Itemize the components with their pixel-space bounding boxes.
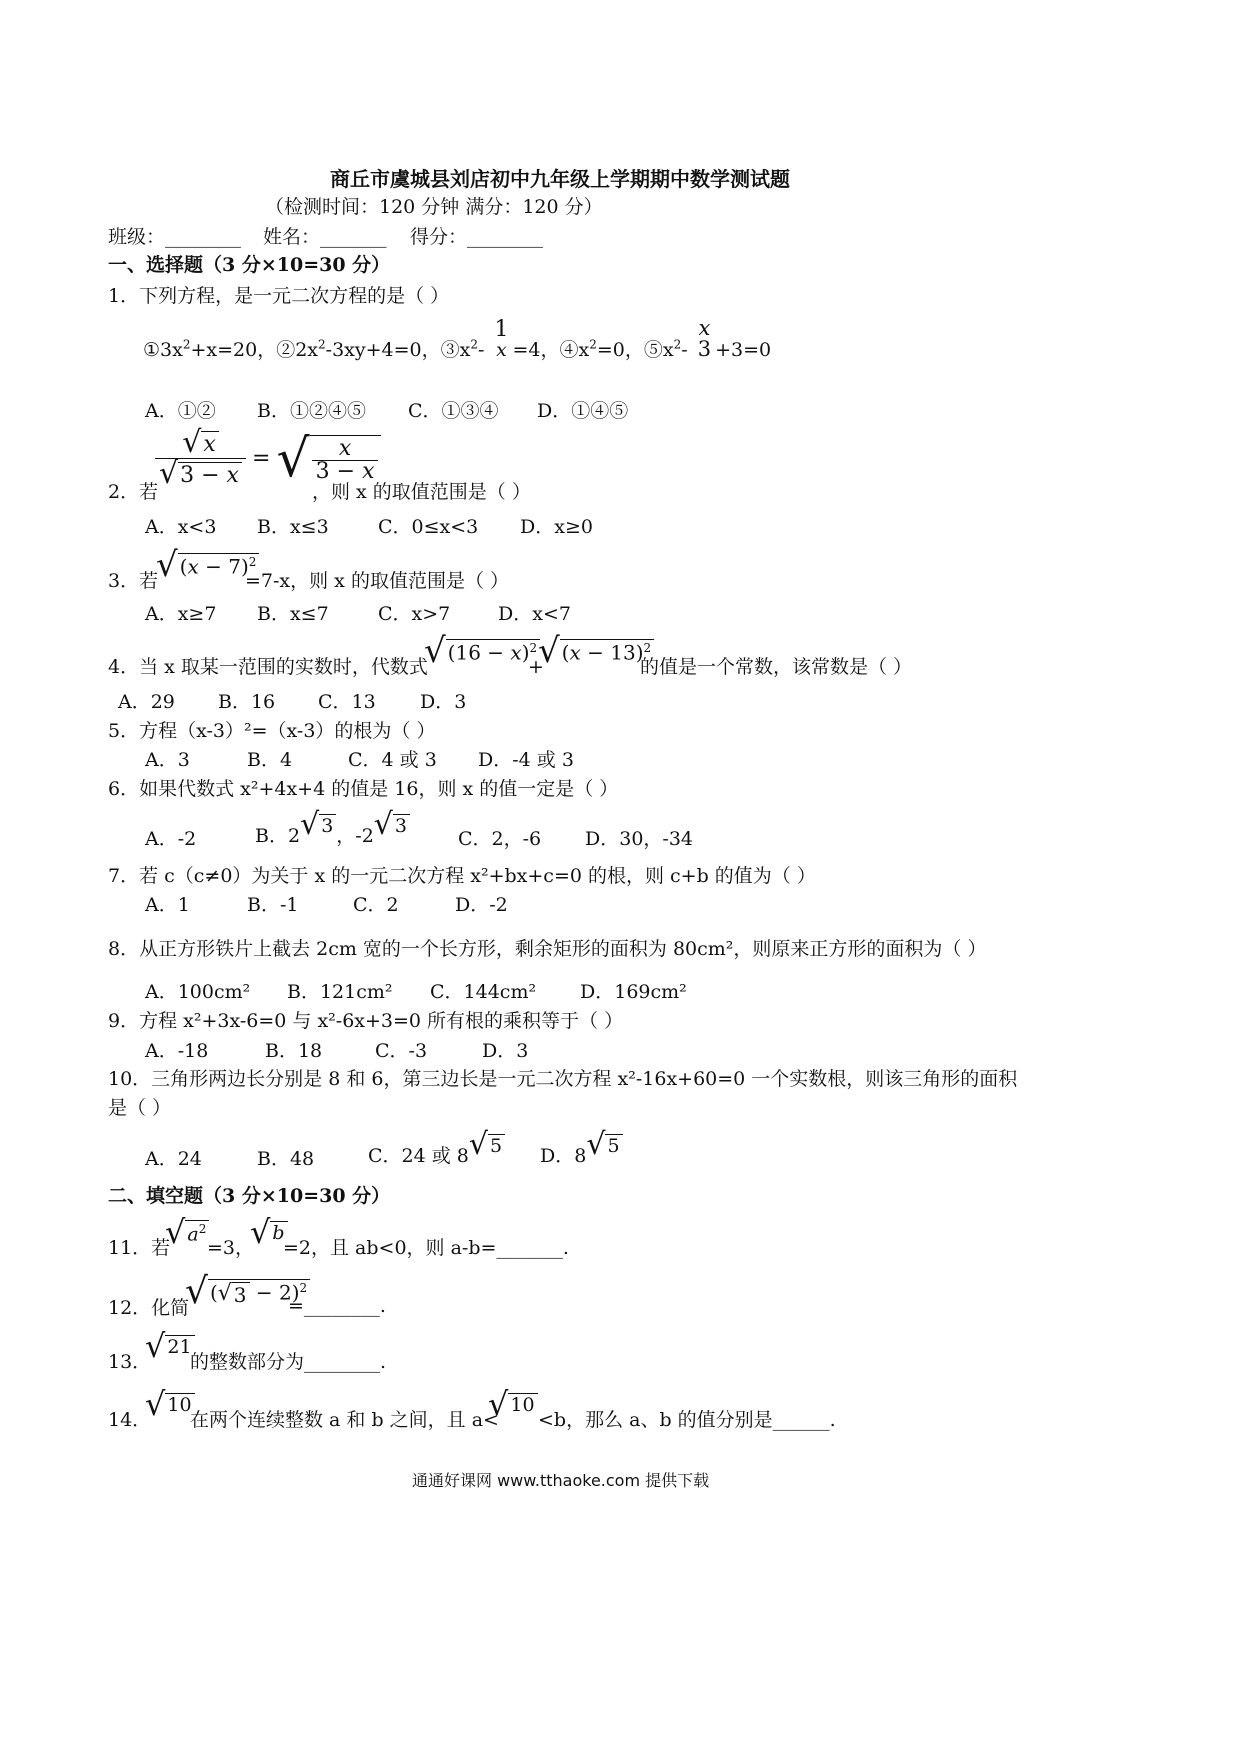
page-title: 商丘市虞城县刘店初中九年级上学期期中数学测试题 — [330, 167, 790, 191]
q14-stem-prefix: 14． — [108, 1409, 152, 1431]
q8-stem: 8．从正方形铁片上截去 2cm 宽的一个长方形，剩余矩形的面积为 80cm²，则原来正方形的面积为（ ） — [108, 938, 987, 960]
q12-stem-suffix: =________. — [288, 1295, 386, 1317]
q14-sqrt-2: √ 10 — [488, 1388, 538, 1420]
q2-option-d[interactable]: D．x≥0 — [520, 516, 593, 538]
q14-sqrt-1: √ 10 — [145, 1388, 195, 1420]
q11-sqrt-a: √ $a^2$ — [165, 1216, 209, 1248]
q2-option-c[interactable]: C．0≤x<3 — [378, 516, 479, 538]
q6-option-a[interactable]: A．-2 — [145, 828, 197, 850]
q2-option-a[interactable]: A．x<3 — [145, 516, 217, 538]
q11-mid1: =3， — [207, 1237, 255, 1259]
q3-sqrt: √ $(x - 7)^2$ — [156, 548, 259, 582]
q4-option-a[interactable]: A．29 — [118, 691, 175, 713]
q9-stem: 9．方程 x²+3x-6=0 与 x²-6x+3=0 所有根的乘积等于（ ） — [108, 1010, 624, 1032]
q10-option-c[interactable]: C．24 或 8√ 5 — [368, 1130, 505, 1168]
exam-info: （检测时间：120 分钟 满分：120 分） — [265, 196, 603, 218]
q9-option-b[interactable]: B．18 — [265, 1040, 323, 1062]
name-field: 姓名：_______ — [263, 226, 387, 248]
q8-option-c[interactable]: C．144cm² — [430, 981, 537, 1003]
q4-plus: + — [528, 656, 544, 678]
q1-option-c[interactable]: C．①③④ — [408, 400, 499, 422]
q1-option-a[interactable]: A．①② — [145, 400, 216, 422]
q13-stem-suffix: 的整数部分为________. — [190, 1351, 387, 1373]
q7-option-a[interactable]: A．1 — [145, 894, 190, 916]
q1-fraction-1-over-x: 1 x — [494, 317, 509, 361]
q14-stem-suffix: <b，那么 a、b 的值分别是______. — [538, 1409, 836, 1431]
q12-sqrt: √ (√ 3 − 2)$^2$ — [185, 1274, 310, 1310]
q12-stem-prefix: 12．化简 — [108, 1297, 190, 1319]
score-field: 得分：________ — [410, 226, 544, 248]
section-heading-fill: 二、填空题（3 分×10=30 分） — [108, 1185, 391, 1207]
q8-option-b[interactable]: B．121cm² — [287, 981, 393, 1003]
q6-stem: 6．如果代数式 x²+4x+4 的值是 16，则 x 的值一定是（ ） — [108, 778, 619, 800]
q11-sqrt-b: √ b — [250, 1216, 288, 1248]
q8-option-a[interactable]: A．100cm² — [145, 981, 251, 1003]
q2-stem-suffix: ，则 x 的取值范围是（ ） — [312, 481, 531, 503]
section-heading-choice: 一、选择题（3 分×10=30 分） — [108, 254, 391, 276]
q5-option-d[interactable]: D．-4 或 3 — [478, 749, 574, 771]
q1-fraction-x-over-3: x 3 — [697, 316, 712, 361]
q9-option-d[interactable]: D．3 — [482, 1040, 529, 1062]
q2-stem-prefix: 2．若 — [108, 481, 159, 503]
q1-stem: 1．下列方程，是一元二次方程的是（ ） — [108, 285, 450, 307]
q7-option-b[interactable]: B．-1 — [247, 894, 299, 916]
q1-option-d[interactable]: D．①④⑤ — [537, 400, 629, 422]
q13-stem-prefix: 13． — [108, 1351, 152, 1373]
q5-option-a[interactable]: A．3 — [145, 749, 190, 771]
q2-formula: $\frac{√x}{√3 - x}$ = √ $\frac{x}{3 - x}$ — [155, 428, 381, 489]
q3-option-c[interactable]: C．x>7 — [378, 603, 451, 625]
q9-option-a[interactable]: A．-18 — [145, 1040, 209, 1062]
q2-option-b[interactable]: B．x≤3 — [257, 516, 329, 538]
q10-option-b[interactable]: B．48 — [257, 1148, 315, 1170]
q5-option-b[interactable]: B．4 — [247, 749, 293, 771]
q4-option-d[interactable]: D．3 — [420, 691, 467, 713]
q10-option-d[interactable]: D．8√ 5 — [540, 1130, 623, 1168]
q4-sqrt-1: √ $(16 - x)^2$ — [424, 634, 540, 668]
class-field: 班级：________ — [108, 226, 242, 248]
q3-option-b[interactable]: B．x≤7 — [257, 603, 329, 625]
q3-stem-prefix: 3．若 — [108, 570, 159, 592]
q10-option-a[interactable]: A．24 — [145, 1148, 202, 1170]
q13-sqrt: √ 21 — [145, 1330, 195, 1362]
q3-option-d[interactable]: D．x<7 — [498, 603, 571, 625]
q6-option-b[interactable]: B．2√ 3 ，-2√ 3 — [255, 810, 410, 848]
q4-stem-suffix: 的值是一个常数，该常数是（ ） — [640, 656, 913, 678]
q10-stem-line2: 是（ ） — [108, 1097, 172, 1119]
q8-option-d[interactable]: D．169cm² — [580, 981, 687, 1003]
q11-stem-prefix: 11．若 — [108, 1237, 171, 1259]
q7-stem: 7．若 c（c≠0）为关于 x 的一元二次方程 x²+bx+c=0 的根，则 c+b 的值为（ ） — [108, 865, 816, 887]
footer-source: 通通好课网 www.tthaoke.com 提供下载 — [412, 1471, 710, 1490]
q4-option-c[interactable]: C．13 — [318, 691, 376, 713]
q1-option-b[interactable]: B．①②④⑤ — [257, 400, 366, 422]
q14-stem-mid: 在两个连续整数 a 和 b 之间，且 a< — [190, 1409, 499, 1431]
q1-equations: $①3x^2+x=20$，$②2x^2-3xy+4=0$，$③x^2-$ 1 x =4，$④x^2=0$，$⑤x^2-$ x 3 +3=0 — [143, 316, 772, 361]
q9-option-c[interactable]: C．-3 — [375, 1040, 428, 1062]
q6-option-c[interactable]: C．2，-6 — [458, 828, 542, 850]
q4-stem-prefix: 4．当 x 取某一范围的实数时，代数式 — [108, 656, 428, 678]
q10-stem-line1: 10．三角形两边长分别是 8 和 6，第三边长是一元二次方程 x²-16x+60=0 一个实数根，则该三角形的面积 — [108, 1068, 1018, 1090]
q4-sqrt-2: √ $(x - 13)^2$ — [538, 634, 654, 668]
q5-option-c[interactable]: C．4 或 3 — [348, 749, 437, 771]
q3-stem-suffix: =7-x，则 x 的取值范围是（ ） — [245, 570, 509, 592]
q11-mid2: =2，且 ab<0，则 a-b=_______. — [283, 1237, 569, 1259]
q3-option-a[interactable]: A．x≥7 — [145, 603, 217, 625]
q7-option-d[interactable]: D．-2 — [455, 894, 508, 916]
q7-option-c[interactable]: C．2 — [353, 894, 399, 916]
q5-stem: 5．方程（x-3）²=（x-3）的根为（ ） — [108, 720, 436, 742]
q6-option-d[interactable]: D．30，-34 — [585, 828, 694, 850]
q4-option-b[interactable]: B．16 — [218, 691, 276, 713]
